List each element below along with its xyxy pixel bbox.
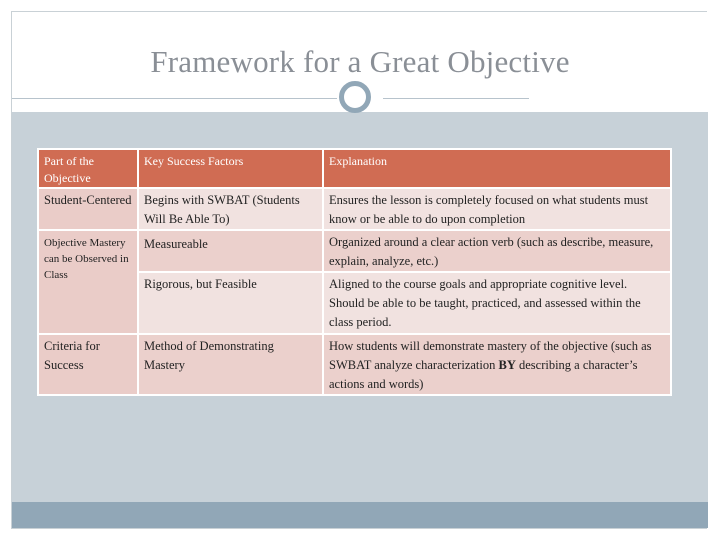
title-divider-left xyxy=(12,98,337,99)
header-cell xyxy=(38,149,138,188)
table-row xyxy=(38,230,671,272)
factor-cell: Measureable xyxy=(144,237,208,251)
explanation-cell: Ensures the lesson is completely focused on what students must know or be able to do upon completion xyxy=(329,193,649,226)
explanation-text: describing a character’s actions and words) xyxy=(329,358,638,391)
table-cell xyxy=(323,334,671,395)
objective-table xyxy=(37,148,672,396)
part-cell: Student-Centered xyxy=(44,193,132,207)
header-part: Part of the Objective xyxy=(44,154,94,185)
explanation-cell: Organized around a clear action verb (such as describe, measure, explain, analyze, etc.) xyxy=(329,235,654,268)
table-cell xyxy=(38,230,138,334)
table-cell xyxy=(138,230,323,272)
footer-bar xyxy=(12,502,708,528)
explanation-cell xyxy=(324,335,670,394)
table-cell xyxy=(38,188,138,230)
explanation-cell: Aligned to the course goals and appropriate cognitive level. Should be able to be taught, practiced, and assessed within the class period. xyxy=(329,277,641,329)
table-cell xyxy=(323,188,671,230)
header-explanation: Explanation xyxy=(329,154,387,168)
factor-cell: Rigorous, but Feasible xyxy=(144,277,257,291)
table-row xyxy=(38,188,671,230)
header-factors: Key Success Factors xyxy=(144,154,244,168)
header-cell xyxy=(323,149,671,188)
table-cell xyxy=(138,334,323,395)
factor-cell: Method of Demonstrating Mastery xyxy=(144,339,274,372)
factor-cell: Begins with SWBAT (Students Will Be Able To) xyxy=(144,193,300,226)
explanation-bold-text: BY xyxy=(498,358,516,372)
table-cell xyxy=(38,334,138,395)
table-cell xyxy=(323,230,671,272)
explanation-text: How students will demonstrate mastery of the objective (such as SWBAT analyze characterization xyxy=(329,339,652,372)
part-cell: Criteria for Success xyxy=(44,339,100,372)
table-cell xyxy=(138,188,323,230)
part-cell: Objective Mastery can be Observed in Class xyxy=(44,237,129,281)
table-cell xyxy=(138,272,323,334)
circle-ornament-icon xyxy=(339,81,371,113)
table-header-row xyxy=(38,149,671,188)
header-cell xyxy=(138,149,323,188)
title-divider-right xyxy=(383,98,529,99)
table-row xyxy=(38,334,671,395)
slide-title: Framework for a Great Objective xyxy=(150,44,570,79)
table-cell xyxy=(323,272,671,334)
